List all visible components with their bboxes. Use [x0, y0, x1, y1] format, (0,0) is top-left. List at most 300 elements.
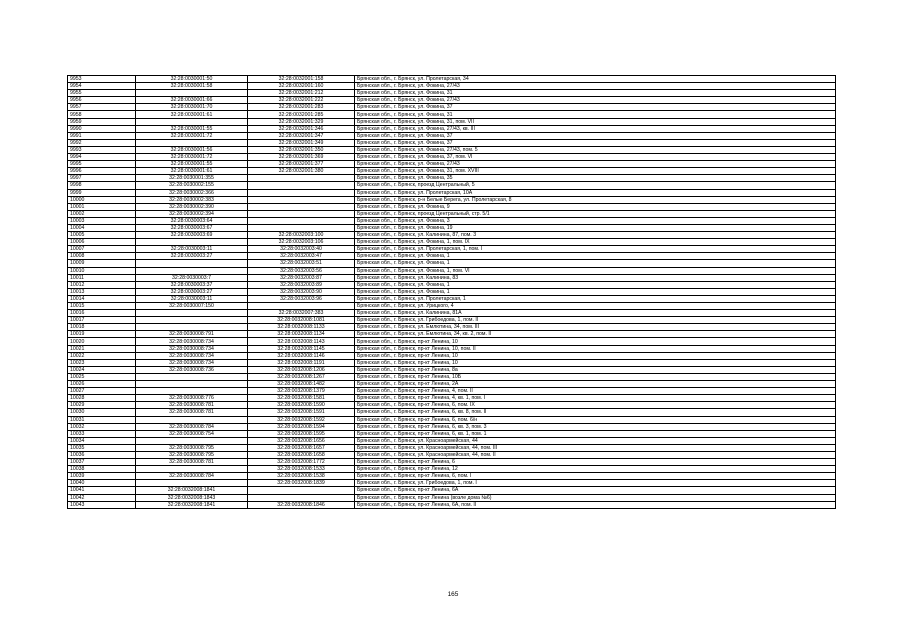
new-cadastral-number-cell: 32:28:0032001:369 — [248, 154, 355, 161]
row-number-cell: 10042 — [68, 494, 136, 501]
table-row — [68, 217, 836, 224]
new-cadastral-number-cell: 32:28:0032008:1379 — [248, 388, 355, 395]
table-row — [68, 303, 836, 310]
new-cadastral-number-cell: 32:28:0032008:1143 — [248, 338, 355, 345]
address-cell: Брянская обл., г. Брянск, пр-кт Ленина, 8а — [355, 366, 836, 373]
address-cell: Брянская обл., г. Брянск, ул. Калинина, 81А — [355, 310, 836, 317]
table-row — [68, 232, 836, 239]
table-row — [68, 196, 836, 203]
old-cadastral-number-cell — [136, 480, 248, 487]
address-cell: Брянская обл., г. Брянск, ул. Фокина, 1 — [355, 288, 836, 295]
old-cadastral-number-cell: 32:28:0030008:784 — [136, 473, 248, 480]
address-cell: Брянская обл., г. Брянск, ул. Красноармейская, 44, пом. II — [355, 451, 836, 458]
old-cadastral-number-cell: 32:28:0030001:56 — [136, 146, 248, 153]
old-cadastral-number-cell: 32:28:0030003:37 — [136, 281, 248, 288]
old-cadastral-number-cell — [136, 437, 248, 444]
row-number-cell: 9959 — [68, 118, 136, 125]
row-number-cell: 10037 — [68, 459, 136, 466]
row-number-cell: 10021 — [68, 345, 136, 352]
table-row — [68, 416, 836, 423]
old-cadastral-number-cell: 32:28:0032008:1841 — [136, 487, 248, 494]
new-cadastral-number-cell: 32:28:0032001:283 — [248, 104, 355, 111]
address-cell: Брянская обл., г. Брянск, ул. Калинина, 83 — [355, 274, 836, 281]
new-cadastral-number-cell: 32:28:0032003:90 — [248, 288, 355, 295]
address-cell: Брянская обл., г. Брянск, ул. Фокина, 1, пом. IX — [355, 239, 836, 246]
new-cadastral-number-cell: 32:28:0032003:56 — [248, 267, 355, 274]
table-row — [68, 451, 836, 458]
table-row — [68, 154, 836, 161]
new-cadastral-number-cell: 32:28:0032008:1081 — [248, 317, 355, 324]
row-number-cell: 10038 — [68, 466, 136, 473]
new-cadastral-number-cell: 32:28:0032008:1482 — [248, 381, 355, 388]
row-number-cell: 10033 — [68, 430, 136, 437]
new-cadastral-number-cell: 32:28:0032008:1658 — [248, 451, 355, 458]
row-number-cell: 10002 — [68, 210, 136, 217]
table-row — [68, 359, 836, 366]
new-cadastral-number-cell — [248, 303, 355, 310]
row-number-cell: 9993 — [68, 146, 136, 153]
new-cadastral-number-cell — [248, 175, 355, 182]
new-cadastral-number-cell: 32:28:0032008:1533 — [248, 466, 355, 473]
table-row — [68, 274, 836, 281]
old-cadastral-number-cell — [136, 324, 248, 331]
new-cadastral-number-cell: 32:28:0032003:89 — [248, 281, 355, 288]
old-cadastral-number-cell — [136, 416, 248, 423]
table-row — [68, 295, 836, 302]
row-number-cell: 10006 — [68, 239, 136, 246]
new-cadastral-number-cell: 32:28:0032003:47 — [248, 253, 355, 260]
old-cadastral-number-cell: 32:28:0030003:11 — [136, 295, 248, 302]
table-row — [68, 104, 836, 111]
old-cadastral-number-cell: 32:28:0030003:7 — [136, 274, 248, 281]
old-cadastral-number-cell: 32:28:0030002:390 — [136, 203, 248, 210]
old-cadastral-number-cell: 32:28:0030001:72 — [136, 132, 248, 139]
address-cell: Брянская обл., г. Брянск, пр-кт Ленина, 10 — [355, 352, 836, 359]
address-cell: Брянская обл., г. Брянск, пр-кт Ленина, 10 — [355, 359, 836, 366]
address-cell: Брянская обл., г. Брянск, пр-кт Ленина, 6, кв. 3, пом. 3 — [355, 423, 836, 430]
address-cell: Брянская обл., г. Брянск, ул. Фокина, 1, пом. VI — [355, 267, 836, 274]
old-cadastral-number-cell: 32:28:0032008:1843 — [136, 494, 248, 501]
address-cell: Брянская обл., г. Брянск, ул. Фокина, 27/43 — [355, 97, 836, 104]
address-cell: Брянская обл., г. Брянск, ул. Фокина, 31 — [355, 90, 836, 97]
address-cell: Брянская обл., г. Брянск, ул. Фокина, 31, пом. VII — [355, 118, 836, 125]
row-number-cell: 10026 — [68, 381, 136, 388]
row-number-cell: 10012 — [68, 281, 136, 288]
row-number-cell: 9958 — [68, 111, 136, 118]
new-cadastral-number-cell — [248, 210, 355, 217]
address-cell: Брянская обл., г. Брянск, пр-кт Ленина, 6, кв. 1, пом. 1 — [355, 430, 836, 437]
address-cell: Брянская обл., г. Брянск, ул. Фокина, 19 — [355, 224, 836, 231]
address-cell: Брянская обл., г. Брянск, ул. Фокина, 37, пом. VI — [355, 154, 836, 161]
address-cell: Брянская обл., г. Брянск, ул. Емлютина, 34, кв. 2, пом. II — [355, 331, 836, 338]
old-cadastral-number-cell: 32:28:0030008:734 — [136, 345, 248, 352]
address-cell: Брянская обл., г. Брянск, пр-кт Ленина, 10Б — [355, 373, 836, 380]
address-cell: Брянская обл., г. Брянск, ул. Фокина, 27/43 — [355, 83, 836, 90]
new-cadastral-number-cell: 32:28:0032007:383 — [248, 310, 355, 317]
table-row — [68, 97, 836, 104]
row-number-cell: 9996 — [68, 168, 136, 175]
old-cadastral-number-cell: 32:28:0030008:784 — [136, 423, 248, 430]
table-row — [68, 373, 836, 380]
new-cadastral-number-cell: 32:28:0032001:285 — [248, 111, 355, 118]
new-cadastral-number-cell: 32:28:0032008:1146 — [248, 352, 355, 359]
table-row — [68, 409, 836, 416]
table-row — [68, 395, 836, 402]
table-row — [68, 388, 836, 395]
old-cadastral-number-cell — [136, 373, 248, 380]
new-cadastral-number-cell — [248, 182, 355, 189]
new-cadastral-number-cell: 32:28:0032008:1656 — [248, 437, 355, 444]
row-number-cell: 10041 — [68, 487, 136, 494]
row-number-cell: 9997 — [68, 175, 136, 182]
row-number-cell: 10017 — [68, 317, 136, 324]
row-number-cell: 10015 — [68, 303, 136, 310]
row-number-cell: 10010 — [68, 267, 136, 274]
row-number-cell: 10018 — [68, 324, 136, 331]
new-cadastral-number-cell: 32:28:0032008:1191 — [248, 359, 355, 366]
new-cadastral-number-cell: 32:28:0032001:158 — [248, 76, 355, 83]
new-cadastral-number-cell: 32:28:0032001:346 — [248, 125, 355, 132]
row-number-cell: 9953 — [68, 76, 136, 83]
new-cadastral-number-cell: 32:28:0032008:1592 — [248, 416, 355, 423]
address-cell: Брянская обл., г. Брянск, р-н Белые Берега, ул. Пролетарская, 8 — [355, 196, 836, 203]
new-cadastral-number-cell: 32:28:0032003:87 — [248, 274, 355, 281]
new-cadastral-number-cell: 32:28:0032001:329 — [248, 118, 355, 125]
table-row — [68, 175, 836, 182]
page-number: 165 — [447, 591, 459, 598]
old-cadastral-number-cell: 32:28:0030008:781 — [136, 409, 248, 416]
new-cadastral-number-cell: 32:28:0032008:1657 — [248, 444, 355, 451]
new-cadastral-number-cell: 32:28:0032003:106 — [248, 239, 355, 246]
old-cadastral-number-cell: 32:28:0030002:155 — [136, 182, 248, 189]
table-row — [68, 253, 836, 260]
address-cell: Брянская обл., г. Брянск, пр-кт Ленина, 6А, пом. II — [355, 501, 836, 508]
row-number-cell: 9954 — [68, 83, 136, 90]
table-row — [68, 90, 836, 97]
table-row — [68, 83, 836, 90]
old-cadastral-number-cell: 32:28:0032008:1841 — [136, 501, 248, 508]
table-row — [68, 324, 836, 331]
row-number-cell: 10013 — [68, 288, 136, 295]
row-number-cell: 10004 — [68, 224, 136, 231]
table-row — [68, 352, 836, 359]
address-cell: Брянская обл., г. Брянск, ул. Фокина, 1 — [355, 281, 836, 288]
address-cell: Брянская обл., г. Брянск, ул. Грибоедова, 1, пом. II — [355, 317, 836, 324]
address-cell: Брянская обл., г. Брянск, пр-кт Ленина, 6, пом. IX — [355, 402, 836, 409]
old-cadastral-number-cell: 32:28:0030001:55 — [136, 125, 248, 132]
address-cell: Брянская обл., г. Брянск, пр-кт Ленина, 6 — [355, 459, 836, 466]
old-cadastral-number-cell: 32:28:0030007:150 — [136, 303, 248, 310]
row-number-cell: 10030 — [68, 409, 136, 416]
new-cadastral-number-cell: 32:28:0032008:1595 — [248, 430, 355, 437]
row-number-cell: 10011 — [68, 274, 136, 281]
row-number-cell: 10031 — [68, 416, 136, 423]
row-number-cell: 10008 — [68, 253, 136, 260]
old-cadastral-number-cell: 32:28:0030002:383 — [136, 196, 248, 203]
row-number-cell: 10025 — [68, 373, 136, 380]
address-cell: Брянская обл., г. Брянск, ул. Фокина, 31 — [355, 111, 836, 118]
address-cell: Брянская обл., г. Брянск, ул. Пролетарская, 1 — [355, 295, 836, 302]
row-number-cell: 9991 — [68, 132, 136, 139]
new-cadastral-number-cell — [248, 487, 355, 494]
address-cell: Брянская обл., г. Брянск, ул. Фокина, 37 — [355, 132, 836, 139]
table-row — [68, 118, 836, 125]
old-cadastral-number-cell — [136, 139, 248, 146]
new-cadastral-number-cell: 32:28:0032008:1591 — [248, 409, 355, 416]
row-number-cell: 10036 — [68, 451, 136, 458]
table-row — [68, 402, 836, 409]
new-cadastral-number-cell: 32:28:0032001:347 — [248, 132, 355, 139]
new-cadastral-number-cell: 32:28:0032001:350 — [248, 146, 355, 153]
row-number-cell: 10009 — [68, 260, 136, 267]
new-cadastral-number-cell — [248, 224, 355, 231]
table-row — [68, 437, 836, 444]
row-number-cell: 10029 — [68, 402, 136, 409]
table-row — [68, 161, 836, 168]
table-row — [68, 466, 836, 473]
table-row — [68, 132, 836, 139]
table-row — [68, 182, 836, 189]
address-cell: Брянская обл., г. Брянск, ул. Фокина, 3 — [355, 217, 836, 224]
old-cadastral-number-cell: 32:28:0030003:64 — [136, 217, 248, 224]
address-cell: Брянская обл., г. Брянск, ул. Калинина, 87, пом. 3 — [355, 232, 836, 239]
old-cadastral-number-cell — [136, 118, 248, 125]
table-row — [68, 381, 836, 388]
old-cadastral-number-cell: 32:28:0030001:355 — [136, 175, 248, 182]
old-cadastral-number-cell — [136, 239, 248, 246]
old-cadastral-number-cell — [136, 267, 248, 274]
old-cadastral-number-cell: 32:28:0030001:61 — [136, 168, 248, 175]
new-cadastral-number-cell: 32:28:0032008:1133 — [248, 324, 355, 331]
table-row — [68, 473, 836, 480]
old-cadastral-number-cell — [136, 466, 248, 473]
new-cadastral-number-cell: 32:28:0032008:1594 — [248, 423, 355, 430]
table-row — [68, 331, 836, 338]
address-cell: Брянская обл., г. Брянск, ул. Фокина, 1 — [355, 253, 836, 260]
row-number-cell: 9957 — [68, 104, 136, 111]
address-cell: Брянская обл., г. Брянск, пр-кт Ленина, 10 — [355, 338, 836, 345]
old-cadastral-number-cell: 32:28:0030003:11 — [136, 246, 248, 253]
old-cadastral-number-cell: 32:28:0030001:58 — [136, 83, 248, 90]
new-cadastral-number-cell: 32:28:0032001:160 — [248, 83, 355, 90]
table-row — [68, 459, 836, 466]
address-cell: Брянская обл., г. Брянск, пр-кт Ленина, 6, кв. 8, пом. II — [355, 409, 836, 416]
old-cadastral-number-cell — [136, 381, 248, 388]
old-cadastral-number-cell: 32:28:0030008:781 — [136, 459, 248, 466]
address-cell: Брянская обл., г. Брянск, ул. Емлютина, 34, пом. III — [355, 324, 836, 331]
address-cell: Брянская обл., г. Брянск, ул. Фокина, 27/43, кв. III — [355, 125, 836, 132]
new-cadastral-number-cell — [248, 196, 355, 203]
table-row — [68, 430, 836, 437]
row-number-cell: 9990 — [68, 125, 136, 132]
address-cell: Брянская обл., г. Брянск, проезд Центральный, стр. 5/1 — [355, 210, 836, 217]
row-number-cell: 10014 — [68, 295, 136, 302]
old-cadastral-number-cell — [136, 310, 248, 317]
table-row — [68, 146, 836, 153]
address-cell: Брянская обл., г. Брянск, пр-кт Ленина, 4, кв. 1, пом. I — [355, 395, 836, 402]
old-cadastral-number-cell: 32:28:0030008:754 — [136, 430, 248, 437]
address-cell: Брянская обл., г. Брянск, пр-кт Ленина (возле дома №6) — [355, 494, 836, 501]
old-cadastral-number-cell: 32:28:0030008:791 — [136, 331, 248, 338]
address-cell: Брянская обл., г. Брянск, ул. Фокина, 37 — [355, 139, 836, 146]
new-cadastral-number-cell: 32:28:0032003:40 — [248, 246, 355, 253]
address-cell: Брянская обл., г. Брянск, ул. Фокина, 31, пом. XVIII — [355, 168, 836, 175]
new-cadastral-number-cell: 32:28:0032003:96 — [248, 295, 355, 302]
address-cell: Брянская обл., г. Брянск, ул. Грибоедова, 1, пом. I — [355, 480, 836, 487]
address-cell: Брянская обл., г. Брянск, ул. Пролетарская, 1, пом. I — [355, 246, 836, 253]
table-row — [68, 288, 836, 295]
old-cadastral-number-cell: 32:28:0030003:27 — [136, 288, 248, 295]
new-cadastral-number-cell: 32:28:0032008:1846 — [248, 501, 355, 508]
address-cell: Брянская обл., г. Брянск, пр-кт Ленина, 6, пом. I — [355, 473, 836, 480]
old-cadastral-number-cell: 32:28:0030008:734 — [136, 359, 248, 366]
new-cadastral-number-cell: 32:28:0032001:212 — [248, 90, 355, 97]
new-cadastral-number-cell — [248, 494, 355, 501]
table-row — [68, 310, 836, 317]
row-number-cell: 10003 — [68, 217, 136, 224]
old-cadastral-number-cell: 32:28:0030008:736 — [136, 366, 248, 373]
table-row — [68, 111, 836, 118]
old-cadastral-number-cell: 32:28:0030001:72 — [136, 154, 248, 161]
old-cadastral-number-cell: 32:28:0030001:55 — [136, 161, 248, 168]
row-number-cell: 9994 — [68, 154, 136, 161]
table-row — [68, 76, 836, 83]
table-row — [68, 267, 836, 274]
address-cell: Брянская обл., г. Брянск, пр-кт Ленина, 6А — [355, 487, 836, 494]
old-cadastral-number-cell: 32:28:0030008:734 — [136, 352, 248, 359]
new-cadastral-number-cell: 32:28:0032008:1581 — [248, 395, 355, 402]
address-cell: Брянская обл., г. Брянск, ул. Фокина, 27/43, пом. 5 — [355, 146, 836, 153]
old-cadastral-number-cell — [136, 260, 248, 267]
table-row — [68, 246, 836, 253]
address-cell: Брянская обл., г. Брянск, ул. Фокина, 1 — [355, 260, 836, 267]
address-cell: Брянская обл., г. Брянск, пр-кт Ленина, 4, пом. II — [355, 388, 836, 395]
old-cadastral-number-cell: 32:28:0030002:394 — [136, 210, 248, 217]
row-number-cell: 10035 — [68, 444, 136, 451]
old-cadastral-number-cell: 32:28:0030008:795 — [136, 444, 248, 451]
old-cadastral-number-cell: 32:28:0030001:50 — [136, 76, 248, 83]
row-number-cell: 10043 — [68, 501, 136, 508]
row-number-cell: 10016 — [68, 310, 136, 317]
row-number-cell: 10039 — [68, 473, 136, 480]
old-cadastral-number-cell: 32:28:0030001:70 — [136, 104, 248, 111]
new-cadastral-number-cell: 32:28:0032008:1145 — [248, 345, 355, 352]
row-number-cell: 10032 — [68, 423, 136, 430]
address-cell: Брянская обл., г. Брянск, пр-кт Ленина, 12 — [355, 466, 836, 473]
new-cadastral-number-cell: 32:28:0032008:1267 — [248, 373, 355, 380]
old-cadastral-number-cell — [136, 317, 248, 324]
new-cadastral-number-cell: 32:28:0032008:1134 — [248, 331, 355, 338]
address-cell: Брянская обл., г. Брянск, ул. Фокина, 37 — [355, 104, 836, 111]
new-cadastral-number-cell: 32:28:0032008:1590 — [248, 402, 355, 409]
address-cell: Брянская обл., г. Брянск, ул. Пролетарская, 34 — [355, 76, 836, 83]
old-cadastral-number-cell — [136, 388, 248, 395]
new-cadastral-number-cell: 32:28:0032003:51 — [248, 260, 355, 267]
old-cadastral-number-cell: 32:28:0030008:795 — [136, 451, 248, 458]
table-row — [68, 239, 836, 246]
row-number-cell: 10019 — [68, 331, 136, 338]
table-row — [68, 224, 836, 231]
table-row — [68, 281, 836, 288]
table-row — [68, 317, 836, 324]
address-cell: Брянская обл., г. Брянск, ул. Красноармейская, 44 — [355, 437, 836, 444]
table-row — [68, 260, 836, 267]
row-number-cell: 10007 — [68, 246, 136, 253]
row-number-cell: 9992 — [68, 139, 136, 146]
old-cadastral-number-cell — [136, 90, 248, 97]
old-cadastral-number-cell: 32:28:0030001:66 — [136, 97, 248, 104]
row-number-cell: 9999 — [68, 189, 136, 196]
address-cell: Брянская обл., г. Брянск, пр-кт Ленина, 6, пом. 6/н — [355, 416, 836, 423]
row-number-cell: 10024 — [68, 366, 136, 373]
row-number-cell: 9955 — [68, 90, 136, 97]
old-cadastral-number-cell: 32:28:0030002:366 — [136, 189, 248, 196]
new-cadastral-number-cell: 32:28:0032008:1206 — [248, 366, 355, 373]
address-cell: Брянская обл., г. Брянск, ул. Урицкого, 4 — [355, 303, 836, 310]
row-number-cell: 9995 — [68, 161, 136, 168]
table-row — [68, 338, 836, 345]
row-number-cell: 10020 — [68, 338, 136, 345]
new-cadastral-number-cell: 32:28:0032001:222 — [248, 97, 355, 104]
new-cadastral-number-cell — [248, 217, 355, 224]
table-row — [68, 494, 836, 501]
row-number-cell: 10001 — [68, 203, 136, 210]
table-row — [68, 345, 836, 352]
table-row — [68, 444, 836, 451]
table-row — [68, 366, 836, 373]
new-cadastral-number-cell — [248, 189, 355, 196]
row-number-cell: 9998 — [68, 182, 136, 189]
registry-table-body — [68, 76, 836, 509]
table-row — [68, 125, 836, 132]
new-cadastral-number-cell: 32:28:0032001:380 — [248, 168, 355, 175]
address-cell: Брянская обл., г. Брянск, пр-кт Ленина, 2А — [355, 381, 836, 388]
table-row — [68, 501, 836, 508]
table-row — [68, 480, 836, 487]
old-cadastral-number-cell: 32:28:0030003:27 — [136, 253, 248, 260]
table-row — [68, 423, 836, 430]
row-number-cell: 10005 — [68, 232, 136, 239]
table-row — [68, 487, 836, 494]
address-cell: Брянская обл., г. Брянск, ул. Фокина, 35 — [355, 175, 836, 182]
new-cadastral-number-cell: 32:28:0032008:1772 — [248, 459, 355, 466]
row-number-cell: 10040 — [68, 480, 136, 487]
row-number-cell: 10027 — [68, 388, 136, 395]
row-number-cell: 10022 — [68, 352, 136, 359]
table-row — [68, 210, 836, 217]
old-cadastral-number-cell: 32:28:0030003:67 — [136, 224, 248, 231]
address-cell: Брянская обл., г. Брянск, пр-кт Ленина, 10, пом. II — [355, 345, 836, 352]
new-cadastral-number-cell — [248, 203, 355, 210]
row-number-cell: 10034 — [68, 437, 136, 444]
old-cadastral-number-cell: 32:28:0030008:781 — [136, 402, 248, 409]
address-cell: Брянская обл., г. Брянск, проезд Центральный, 5 — [355, 182, 836, 189]
row-number-cell: 10028 — [68, 395, 136, 402]
row-number-cell: 9956 — [68, 97, 136, 104]
address-cell: Брянская обл., г. Брянск, ул. Фокина, 27/43 — [355, 161, 836, 168]
address-cell: Брянская обл., г. Брянск, ул. Пролетарская, 10А — [355, 189, 836, 196]
old-cadastral-number-cell: 32:28:0030008:776 — [136, 395, 248, 402]
old-cadastral-number-cell: 32:28:0030001:61 — [136, 111, 248, 118]
row-number-cell: 10023 — [68, 359, 136, 366]
table-row — [68, 168, 836, 175]
table-row — [68, 203, 836, 210]
new-cadastral-number-cell: 32:28:0032003:100 — [248, 232, 355, 239]
table-row — [68, 139, 836, 146]
address-cell: Брянская обл., г. Брянск, ул. Фокина, 9 — [355, 203, 836, 210]
registry-table — [67, 75, 836, 509]
new-cadastral-number-cell: 32:28:0032001:349 — [248, 139, 355, 146]
